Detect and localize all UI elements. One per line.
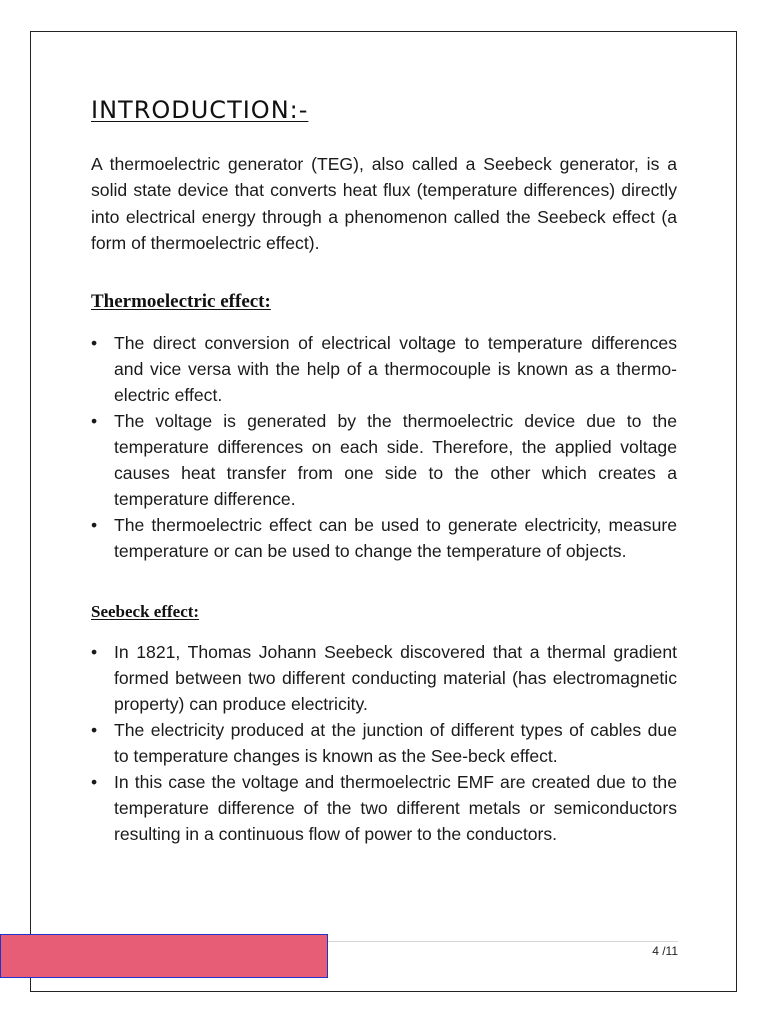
section-title-thermoelectric-effect: Thermoelectric effect: xyxy=(91,291,271,312)
page-title: INTRODUCTION:- xyxy=(91,96,309,124)
footer-color-bar xyxy=(0,934,328,978)
seebeck-effect-list xyxy=(91,639,677,847)
list-item: • The voltage is generated by the thermoelectric device due to the temperature differences on each side. Therefore, the applied voltage causes heat transfer from one side to the other which creates a temperature difference. xyxy=(91,408,677,512)
list-item: • In 1821, Thomas Johann Seebeck discovered that a thermal gradient formed between two different conducting material (has electromagnetic property) can produce electricity. xyxy=(91,639,677,717)
list-item: • The electricity produced at the junction of different types of cables due to temperature changes is known as the See-beck effect. xyxy=(91,717,677,769)
intro-paragraph: A thermoelectric generator (TEG), also called a Seebeck generator, is a solid state device that converts heat flux (temperature differences) directly into electrical energy through a phenomenon called the Seebeck effect (a form of thermoelectric effect). xyxy=(91,154,677,253)
section-title-seebeck-effect: Seebeck effect: xyxy=(91,602,200,621)
list-item: • The thermoelectric effect can be used to generate electricity, measure temperature or can be used to change the temperature of objects. xyxy=(91,512,677,564)
list-item: • The direct conversion of electrical voltage to temperature differences and vice versa with the help of a thermocouple is known as a thermo-electric effect. xyxy=(91,330,677,408)
list-item: • In this case the voltage and thermoelectric EMF are created due to the temperature difference of the two different metals or semiconductors resulting in a continuous flow of power to the conductors. xyxy=(91,769,677,847)
page-number: 4 /11 xyxy=(652,944,678,958)
thermoelectric-effect-list xyxy=(91,330,677,564)
